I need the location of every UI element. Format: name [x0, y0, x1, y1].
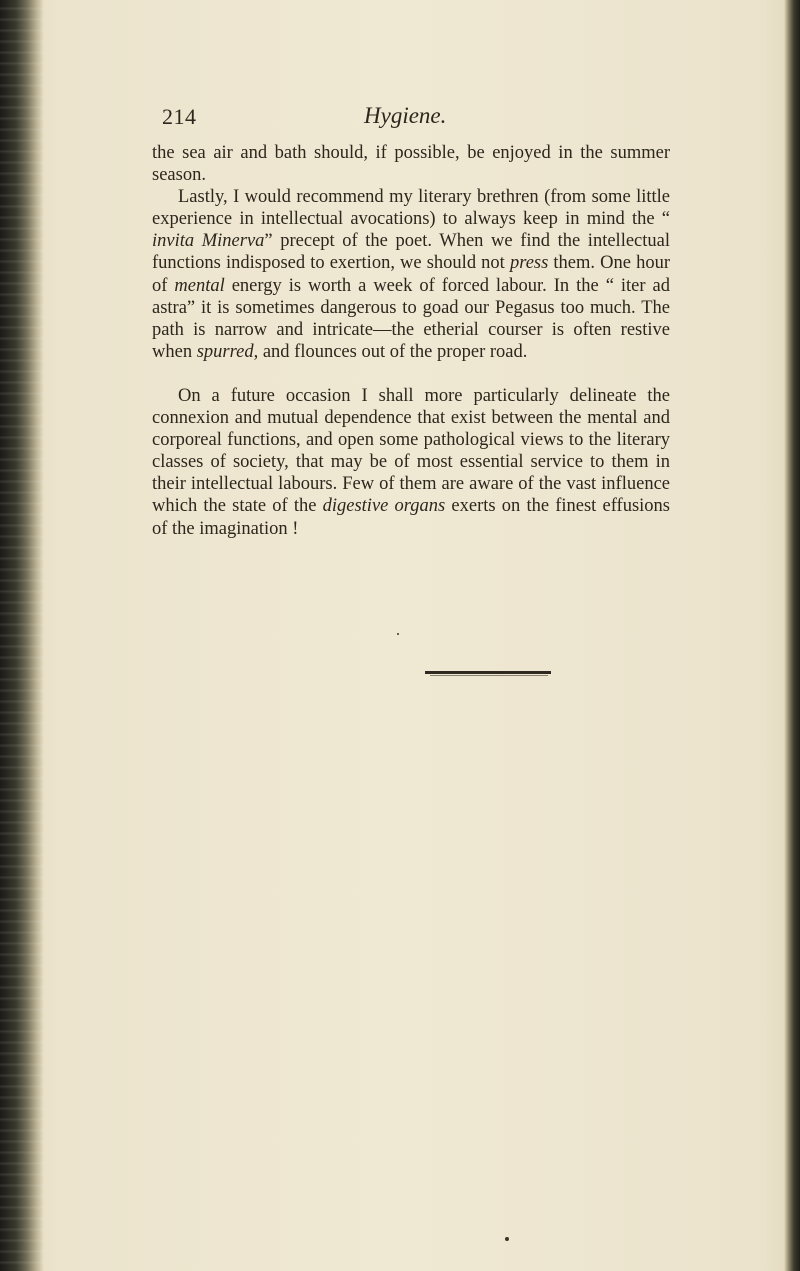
ink-speck	[505, 1237, 509, 1241]
italic-word-spurred: spurred	[196, 341, 254, 362]
running-head: Hygiene.	[364, 103, 447, 128]
italic-word-mental: mental	[174, 275, 225, 296]
italic-word-press: press	[509, 253, 549, 274]
text-segment: the sea air and bath should, if possible, be enjoyed in the summer season.	[152, 143, 670, 186]
section-end-rule-shadow	[430, 675, 548, 676]
text-segment: On a future occasion I shall more particularly delineate the connexion and mutual dependence that exist between the mental and corporeal functions, and open some pathological views to the literary classes of society, that may be of most essential service to them in their intellectual labours. Few of them are aware of the vast influence which the state of the	[152, 385, 670, 517]
section-end-rule	[425, 671, 551, 674]
page-edge-shadow	[784, 0, 800, 1271]
text-segment: them. One hour of	[152, 253, 670, 296]
text-segment: , and flounces out of the proper road.	[253, 341, 528, 362]
book-binding-edge	[0, 0, 44, 1271]
text-segment: energy is worth a week of forced labour. In the “ iter ad astra” it is sometimes dangerous to goad our Pegasus too much. The path is narrow and intricate—the etherial courser is often restive when	[152, 275, 670, 362]
italic-phrase-digestive-organs: digestive organs	[322, 496, 446, 517]
text-segment: exerts on the finest effusions of the imagination !	[152, 496, 670, 539]
text-segment: Lastly, I would recommend my literary brethren (from some little experience in intellectual avocations) to always keep in mind the “	[152, 187, 670, 230]
paragraph-gap	[152, 363, 670, 385]
text-segment: ” precept of the poet. When we find the intellectual functions indisposed to exertion, we should not	[152, 231, 670, 274]
italic-phrase-invita-minerva: invita Minerva	[152, 231, 265, 252]
paragraph-2	[152, 186, 670, 363]
page-number: 214	[162, 104, 197, 129]
paragraph-3	[152, 385, 670, 540]
ink-speck	[397, 633, 399, 635]
paragraph-1	[152, 142, 670, 186]
body-text	[152, 142, 670, 540]
page-header	[152, 100, 672, 134]
